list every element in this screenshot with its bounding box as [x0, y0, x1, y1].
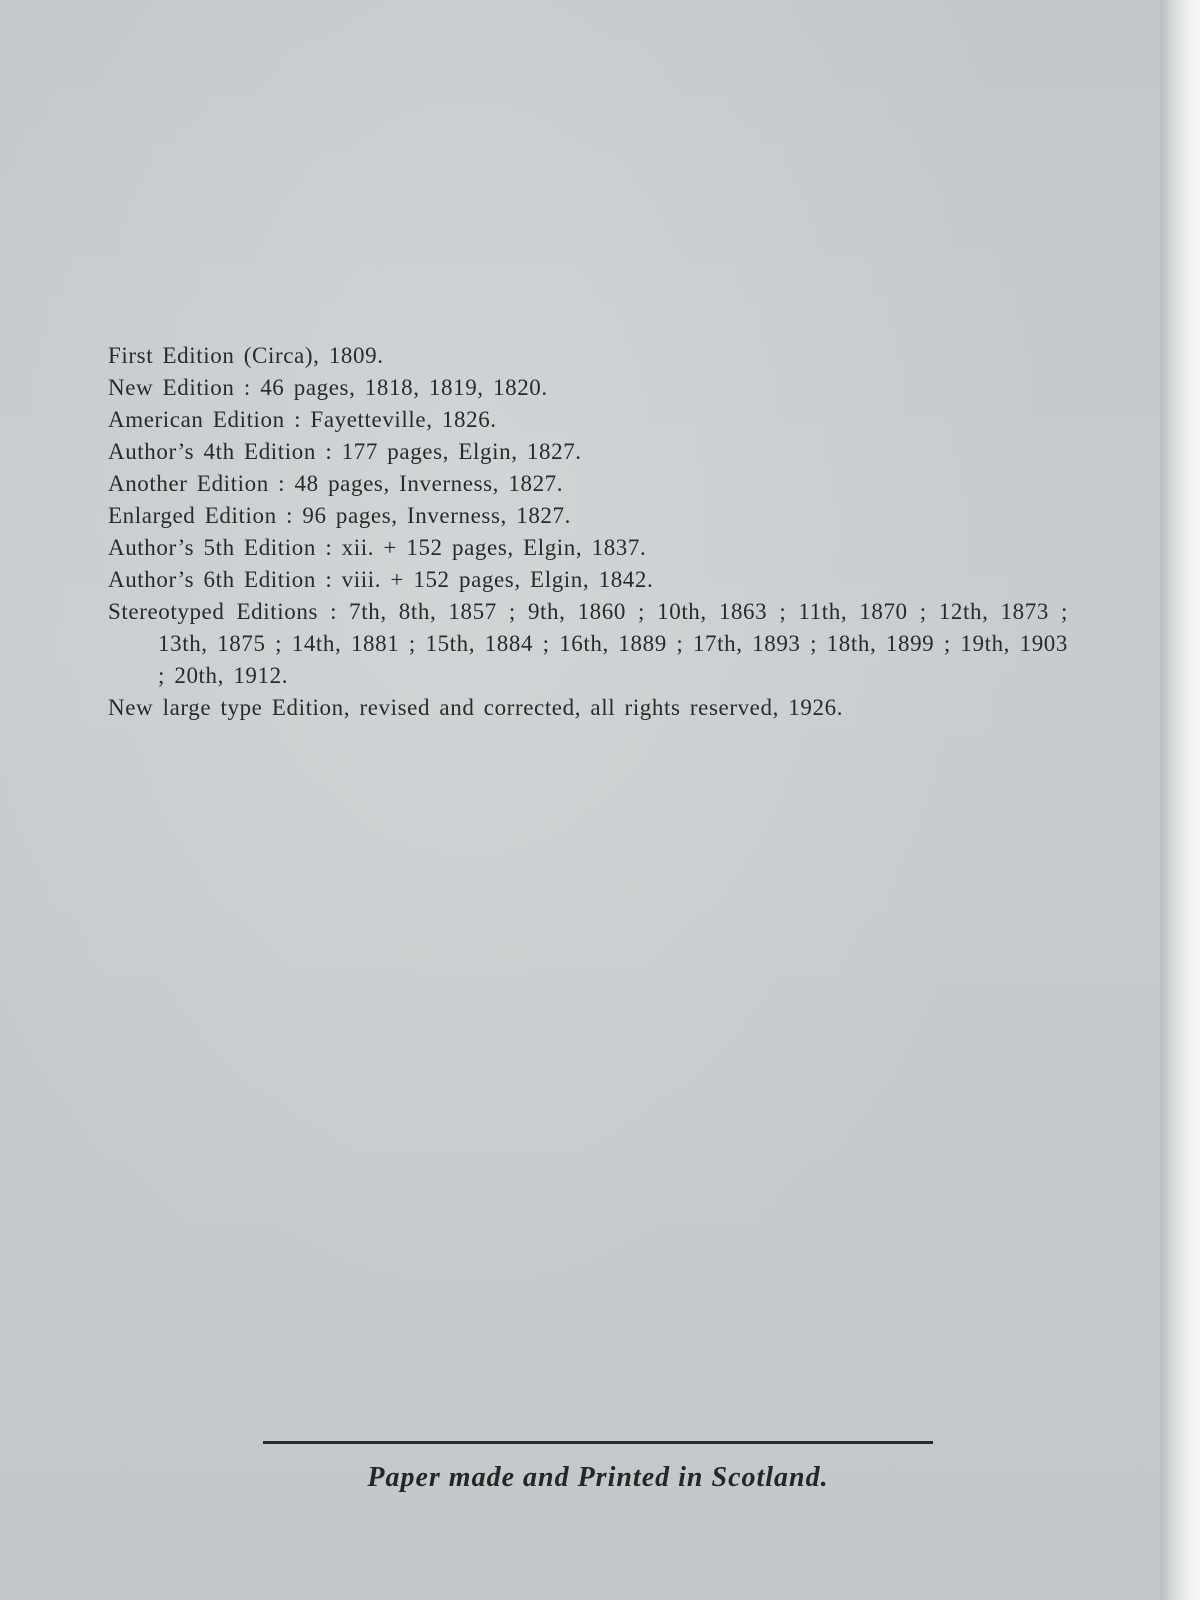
edition-entry: Another Edition : 48 pages, Inverness, 1827. [108, 471, 564, 496]
printer-imprint: Paper made and Printed in Scotland. [367, 1462, 829, 1493]
edition-entry: Enlarged Edition : 96 pages, Inverness, 1827. [108, 503, 571, 528]
edition-entry: First Edition (Circa), 1809. [108, 343, 384, 368]
footer-rule-divider [263, 1441, 933, 1444]
edition-entry: Author’s 6th Edition : viii. + 152 pages, Elgin, 1842. [108, 567, 654, 592]
edition-history-list [108, 340, 1068, 724]
page-edge [1160, 0, 1200, 1600]
edition-entry: Author’s 5th Edition : xii. + 152 pages, Elgin, 1837. [108, 535, 647, 560]
edition-entry: American Edition : Fayetteville, 1826. [108, 407, 497, 432]
edition-entry: New large type Edition, revised and corrected, all rights reserved, 1926. [108, 695, 844, 720]
edition-entry: New Edition : 46 pages, 1818, 1819, 1820. [108, 375, 548, 400]
edition-entry: Author’s 4th Edition : 177 pages, Elgin, 1827. [108, 439, 582, 464]
edition-entry: Stereotyped Editions : 7th, 8th, 1857 ; 9th, 1860 ; 10th, 1863 ; 11th, 1870 ; 12th, 1873 ; 13th, 1875 ; 14th, 1881 ; 15th, 1884 ; 16th, 1889 ; 17th, 1893 ; 18th, 1899 ; 19th, 1903 ; 20th, 1912. [108, 599, 1068, 688]
